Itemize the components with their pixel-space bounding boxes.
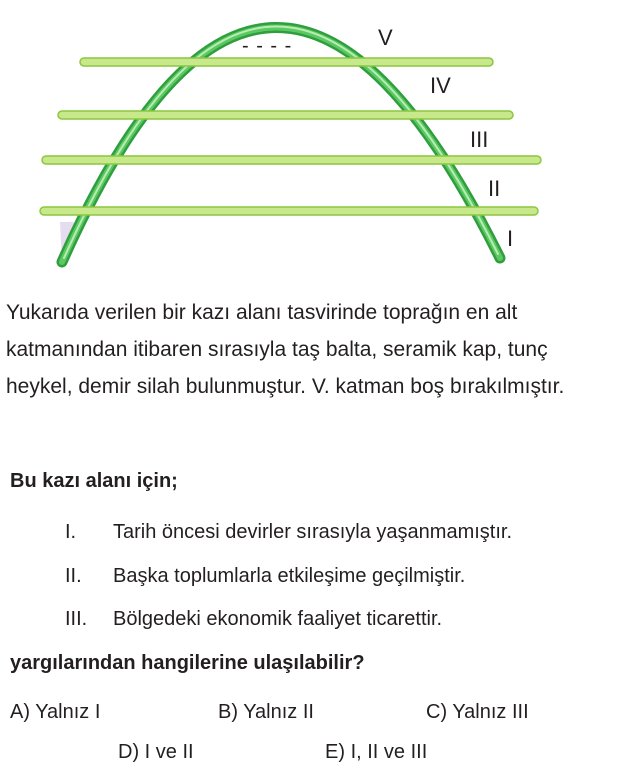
option-text: Yalnız I bbox=[35, 701, 101, 723]
statement-number: I. bbox=[65, 521, 77, 543]
layer-bar-iii bbox=[42, 156, 541, 164]
layer-label-iv: IV bbox=[430, 73, 451, 98]
option-text: Yalnız III bbox=[452, 701, 529, 723]
passage-text: Yukarıda verilen bir kazı alanı tasvirinde toprağın en alt katmanından itibaren sırasıyla taş balta, seramik kap, tunç heykel, demir silah bulunmuştur. V. katman boş bırakılmıştır. bbox=[6, 301, 565, 398]
layer-label-i: I bbox=[507, 226, 514, 251]
option-b[interactable] bbox=[218, 701, 314, 724]
option-c[interactable] bbox=[426, 701, 529, 724]
option-letter: D) bbox=[118, 741, 140, 763]
layer-label-v: V bbox=[378, 25, 393, 50]
option-d[interactable] bbox=[118, 741, 194, 764]
layer-bar-ii bbox=[40, 207, 538, 215]
option-letter: B) bbox=[218, 701, 238, 723]
question-end: yargılarından hangilerine ulaşılabilir? bbox=[10, 652, 365, 674]
option-text: I, II ve III bbox=[350, 741, 428, 763]
option-letter: E) bbox=[325, 741, 345, 763]
statement-number: III. bbox=[65, 608, 88, 630]
statement-text: Bölgedeki ekonomik faaliyet ticarettir. bbox=[113, 608, 443, 630]
question-intro: Bu kazı alanı için; bbox=[10, 470, 178, 492]
option-letter: C) bbox=[426, 701, 448, 723]
option-text: I ve II bbox=[144, 741, 194, 763]
statement-text: Tarih öncesi devirler sırasıyla yaşanmamıştır. bbox=[113, 521, 513, 543]
option-a[interactable] bbox=[10, 701, 100, 724]
option-e[interactable] bbox=[325, 741, 427, 764]
empty-layer-dashes: - - - - bbox=[242, 35, 293, 57]
layer-bar-v bbox=[80, 58, 493, 66]
option-letter: A) bbox=[10, 701, 30, 723]
layer-label-ii: II bbox=[488, 176, 501, 201]
layer-label-iii: III bbox=[470, 127, 489, 152]
layer-bar-iv bbox=[58, 111, 513, 119]
statement-text: Başka toplumlarla etkileşime geçilmiştir. bbox=[113, 565, 466, 587]
option-text: Yalnız II bbox=[243, 701, 314, 723]
statement-number: II. bbox=[65, 565, 82, 587]
excavation-diagram bbox=[0, 0, 619, 285]
